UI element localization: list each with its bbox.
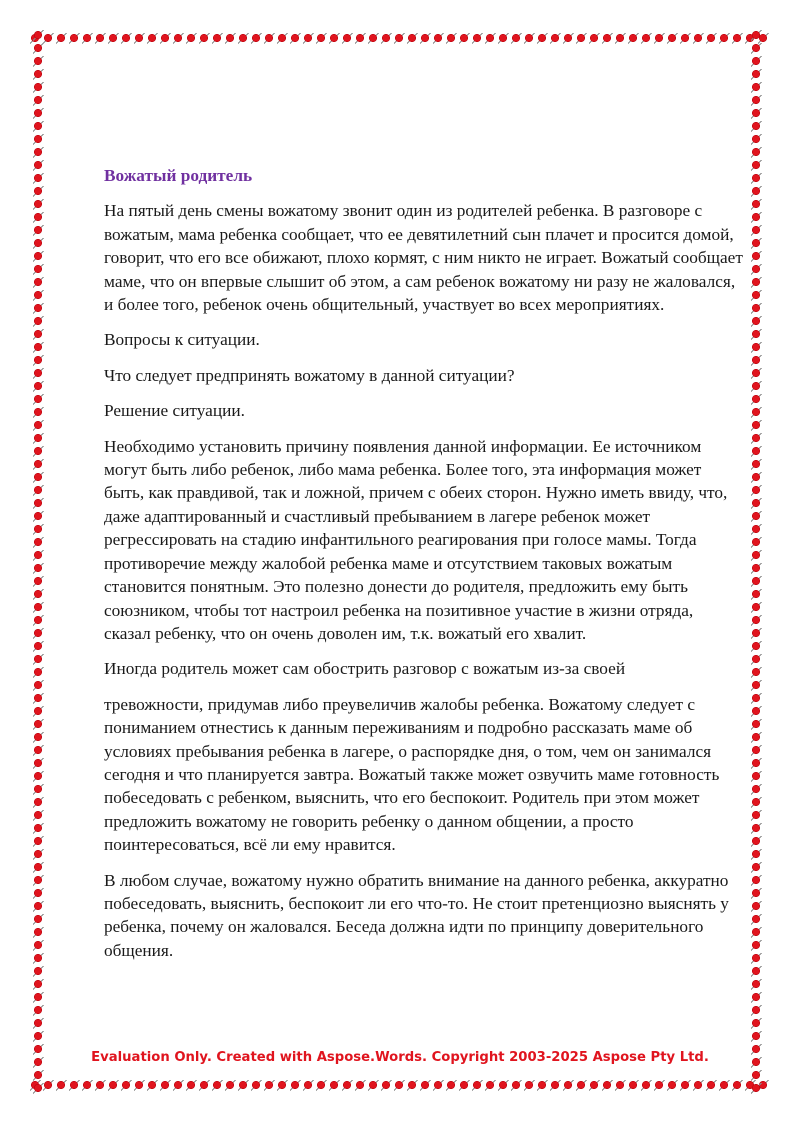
decorative-border-right <box>751 30 765 1094</box>
decorative-border-bottom <box>30 1080 770 1094</box>
document-title: Вожатый родитель <box>104 166 253 185</box>
paragraph-parent-anxiety: тревожности, придумав либо преувеличив жалобы ребенка. Вожатому следует с пониманием отнестись к данным переживаниям и подробно рассказать маме об условиях пребывания ребенка в лагере, о распорядке дня, о том, чем он занимался сегодня и что планируется завтра. Вожатый также может озвучить маме готовность побеседовать с ребенком, выяснить, что его беспокоит. Родитель при этом может предложить вожатому не говорить ребенку о данном общении, а просто поинтересоваться, всё ли ему нравится. <box>104 694 720 855</box>
paragraph-questions-heading: Вопросы к ситуации. <box>104 330 260 350</box>
paragraph-solution: Необходимо установить причину появления данной информации. Ее источником могут быть либо ребенок, либо мама ребенка. Более того, эта информация может быть, как правдивой, так и ложной, причем с обеих сторон. Нужно иметь ввиду, что, даже адаптированный и счастливый пребыванием в лагере ребенок может регрессировать на стадию инфантильного реагирования при голосе мамы. Тогда противоречие между жалобой ребенка маме и отсутствием таковых вожатым становится понятным. Это полезно донести до родителя, предложить ему быть союзником, чтобы тот настроил ребенка на позитивное участие в жизни отряда, сказал ребенку, что он очень доволен им, т.к. вожатый его хвалит. <box>104 436 728 643</box>
decorative-border-left <box>33 30 47 1094</box>
document-body <box>104 164 744 974</box>
paragraph-question: Что следует предпринять вожатому в данной ситуации? <box>104 365 515 385</box>
paragraph-conclusion: В любом случае, вожатому нужно обратить внимание на данного ребенка, аккуратно побеседовать, выяснить, беспокоит ли его что-то. Не стоит претенциозно выяснять у ребенка, почему он жаловался. Беседа должна идти по принципу доверительного общения. <box>104 870 729 960</box>
evaluation-watermark: Evaluation Only. Created with Aspose.Words. Copyright 2003-2025 Aspose Pty Ltd. <box>91 1050 709 1065</box>
paragraph-solution-heading: Решение ситуации. <box>104 401 245 421</box>
paragraph-parent-anxiety-start: Иногда родитель может сам обострить разговор с вожатым из-за своей <box>104 659 626 679</box>
paragraph-situation: На пятый день смены вожатому звонит один из родителей ребенка. В разговоре с вожатым, мама ребенка сообщает, что ее девятилетний сын плачет и просится домой, говорит, что его все обижают, плохо кормят, с ним никто не играет. Вожатый сообщает маме, что он впервые слышит об этом, а сам ребенок вожатому ни разу не жаловался, и более того, ребенок очень общительный, участвует во всех мероприятиях. <box>104 201 743 315</box>
decorative-border-top <box>30 33 770 47</box>
